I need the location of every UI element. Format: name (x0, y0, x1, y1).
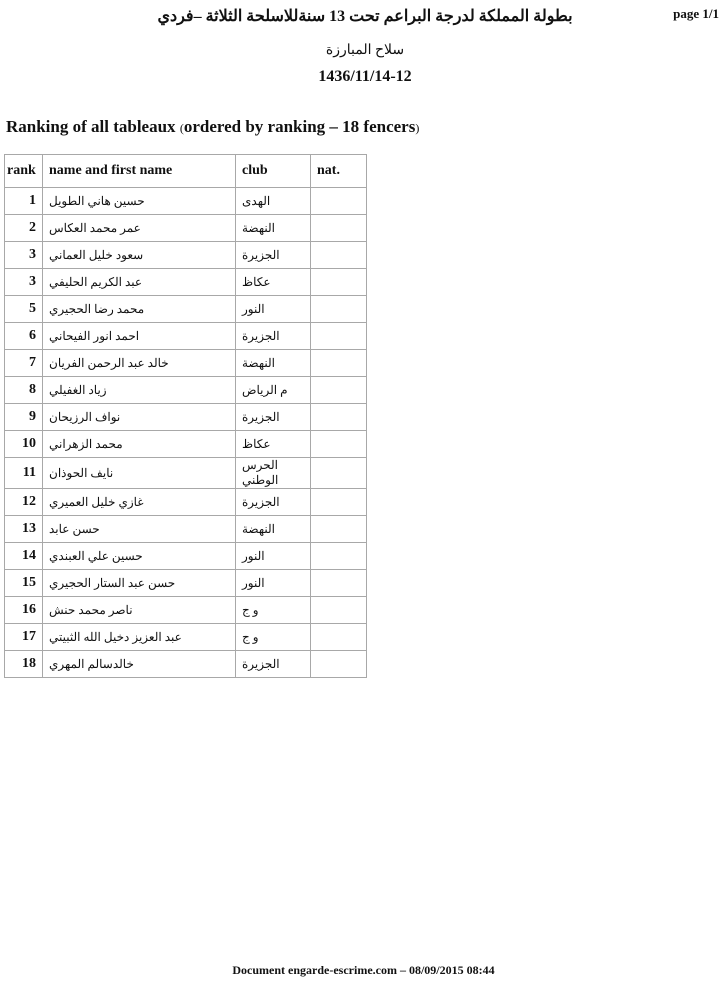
table-row (5, 431, 367, 458)
table-row (5, 404, 367, 431)
club-cell (236, 651, 311, 678)
column-header-rank: rank (5, 155, 43, 188)
fencer-name: محمد الزهراني (49, 436, 123, 451)
rank-cell: 17 (5, 624, 43, 651)
club-name: الجزيرة (242, 409, 280, 424)
ranking-heading-main: Ranking of all tableaux (6, 117, 180, 136)
club-name: النهضة (242, 521, 275, 536)
table-row (5, 377, 367, 404)
club-name: النور (242, 548, 265, 563)
rank-cell: 10 (5, 431, 43, 458)
fencer-name-cell (43, 404, 236, 431)
ranking-heading-paren-open: ( (179, 121, 184, 135)
club-name: عكاظ (242, 274, 271, 289)
table-row (5, 570, 367, 597)
table-row (5, 489, 367, 516)
fencer-name: احمد انور الفيحاني (49, 328, 140, 343)
club-name: الهدى (242, 193, 271, 208)
ranking-table (4, 154, 367, 678)
fencer-name: خالد عبد الرحمن الفريان (49, 355, 169, 370)
rank-cell: 14 (5, 543, 43, 570)
nationality-cell (311, 404, 367, 431)
club-name: الجزيرة (242, 247, 280, 262)
competition-date: 1436/11/14-12 (318, 68, 412, 85)
nationality-cell (311, 377, 367, 404)
club-name: النهضة (242, 355, 275, 370)
nationality-cell (311, 350, 367, 377)
nationality-cell (311, 269, 367, 296)
table-row (5, 350, 367, 377)
fencer-name: عمر محمد العكاس (49, 220, 141, 235)
table-row (5, 516, 367, 543)
club-cell (236, 624, 311, 651)
fencer-name: سعود خليل العماني (49, 247, 144, 262)
rank-cell: 3 (5, 242, 43, 269)
club-cell (236, 570, 311, 597)
fencer-name: عبد الكريم الحليفي (49, 274, 143, 289)
fencer-name-cell (43, 489, 236, 516)
club-cell (236, 323, 311, 350)
nationality-cell (311, 597, 367, 624)
fencer-name-cell (43, 624, 236, 651)
fencer-name: عبد العزيز دخيل الله الثبيتي (49, 629, 182, 644)
rank-cell: 7 (5, 350, 43, 377)
table-header-row (5, 155, 367, 188)
fencer-name-cell (43, 458, 236, 489)
club-name: عكاظ (242, 436, 271, 451)
nationality-cell (311, 543, 367, 570)
club-name: و ج (242, 602, 259, 617)
rank-cell: 3 (5, 269, 43, 296)
club-cell (236, 597, 311, 624)
club-cell (236, 350, 311, 377)
document-footer: Document engarde-escrime.com – 08/09/2015 08:44 (232, 963, 495, 977)
club-cell (236, 296, 311, 323)
rank-cell: 13 (5, 516, 43, 543)
table-row (5, 624, 367, 651)
nationality-cell (311, 323, 367, 350)
club-name: الجزيرة (242, 328, 280, 343)
nationality-cell (311, 458, 367, 489)
rank-cell: 5 (5, 296, 43, 323)
fencer-name-cell (43, 543, 236, 570)
nationality-cell (311, 651, 367, 678)
rank-cell: 12 (5, 489, 43, 516)
fencer-name: غازي خليل العميري (49, 494, 144, 509)
club-name: الجزيرة (242, 494, 280, 509)
rank-cell: 18 (5, 651, 43, 678)
table-row (5, 543, 367, 570)
rank-cell: 9 (5, 404, 43, 431)
club-cell (236, 489, 311, 516)
rank-cell: 11 (5, 458, 43, 489)
table-row (5, 215, 367, 242)
fencer-name-cell (43, 350, 236, 377)
nationality-cell (311, 489, 367, 516)
nationality-cell (311, 516, 367, 543)
nationality-cell (311, 188, 367, 215)
fencer-name-cell (43, 215, 236, 242)
page-number: page 1/1 (673, 6, 719, 21)
club-cell (236, 543, 311, 570)
club-cell (236, 242, 311, 269)
rank-cell: 8 (5, 377, 43, 404)
nationality-cell (311, 242, 367, 269)
fencer-name-cell (43, 296, 236, 323)
fencer-name-cell (43, 570, 236, 597)
weapon-label: سلاح المبارزة (325, 43, 405, 58)
fencer-name: نايف الحوذان (49, 465, 114, 480)
nationality-cell (311, 624, 367, 651)
nationality-cell (311, 215, 367, 242)
rank-cell: 16 (5, 597, 43, 624)
table-row (5, 242, 367, 269)
table-row (5, 296, 367, 323)
club-cell (236, 188, 311, 215)
fencer-name-cell (43, 597, 236, 624)
rank-cell: 6 (5, 323, 43, 350)
ranking-heading (6, 117, 419, 137)
fencer-name: ناصر محمد حنش (49, 602, 133, 617)
rank-cell: 2 (5, 215, 43, 242)
rank-cell: 1 (5, 188, 43, 215)
nationality-cell (311, 296, 367, 323)
club-cell (236, 431, 311, 458)
table-row (5, 458, 367, 489)
club-cell (236, 269, 311, 296)
club-name: و ج (242, 629, 259, 644)
club-name: النور (242, 301, 265, 316)
table-row (5, 188, 367, 215)
ranking-table-body (5, 188, 367, 678)
fencer-name: محمد رضا الحجيري (49, 301, 145, 316)
table-row (5, 651, 367, 678)
fencer-name-cell (43, 377, 236, 404)
fencer-name-cell (43, 431, 236, 458)
club-name: الجزيرة (242, 656, 280, 671)
fencer-name-cell (43, 651, 236, 678)
club-name: النور (242, 575, 265, 590)
fencer-name: نواف الرزيحان (49, 409, 121, 424)
club-name: النهضة (242, 220, 275, 235)
ranking-heading-paren-close: ) (415, 121, 420, 135)
fencer-name: زياد الغفيلي (49, 382, 107, 397)
fencer-name: حسن عابد (49, 521, 100, 536)
fencer-name: خالدسالم المهري (49, 656, 134, 671)
fencer-name: حسين هاني الطويل (49, 193, 145, 208)
column-header-name: name and first name (43, 155, 236, 188)
fencer-name-cell (43, 323, 236, 350)
column-header-nat: nat. (311, 155, 367, 188)
fencer-name-cell (43, 242, 236, 269)
club-cell (236, 516, 311, 543)
fencer-name-cell (43, 269, 236, 296)
club-cell (236, 215, 311, 242)
table-row (5, 269, 367, 296)
club-name: الحرس الوطني (242, 458, 279, 487)
ranking-heading-detail: ordered by ranking – 18 fencers (183, 117, 416, 136)
club-cell (236, 404, 311, 431)
fencer-name-cell (43, 188, 236, 215)
club-cell (236, 458, 311, 489)
nationality-cell (311, 431, 367, 458)
table-row (5, 323, 367, 350)
fencer-name: حسن عبد الستار الحجيري (49, 575, 176, 590)
fencer-name-cell (43, 516, 236, 543)
fencer-name: حسين علي العبندي (49, 548, 143, 563)
club-name: م الرياض (242, 382, 288, 397)
nationality-cell (311, 570, 367, 597)
column-header-club: club (236, 155, 311, 188)
table-row (5, 597, 367, 624)
competition-title: بطولة المملكة لدرجة البراعم تحت 13 سنةللاسلحة الثلاثة –فردي (157, 8, 573, 25)
club-cell (236, 377, 311, 404)
rank-cell: 15 (5, 570, 43, 597)
